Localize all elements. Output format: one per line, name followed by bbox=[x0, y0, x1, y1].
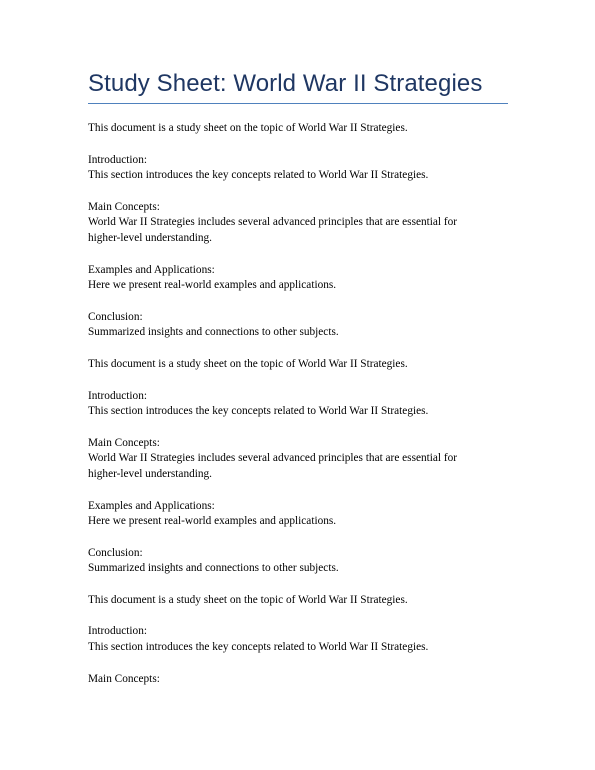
paragraph bbox=[88, 546, 508, 577]
paragraph bbox=[88, 499, 508, 530]
text-line: Summarized insights and connections to other subjects. bbox=[88, 326, 339, 339]
text-line: This section introduces the key concepts related to World War II Strategies. bbox=[88, 641, 429, 654]
paragraph bbox=[88, 593, 508, 609]
paragraph bbox=[88, 121, 508, 137]
text-line: Main Concepts: bbox=[88, 200, 160, 213]
text-line: Summarized insights and connections to other subjects. bbox=[88, 562, 339, 575]
text-line: Conclusion: bbox=[88, 310, 143, 323]
text-line: World War II Strategies includes several advanced principles that are essential for bbox=[88, 216, 458, 229]
paragraph bbox=[88, 153, 508, 184]
document-body bbox=[88, 121, 508, 703]
text-line: This document is a study sheet on the topic of World War II Strategies. bbox=[88, 122, 408, 134]
title-underline bbox=[88, 103, 508, 104]
document-title: Study Sheet: World War II Strategies bbox=[88, 70, 483, 97]
text-line: higher-level understanding. bbox=[88, 231, 213, 244]
text-line: Examples and Applications: bbox=[88, 263, 215, 276]
text-line: Introduction: bbox=[88, 625, 147, 638]
text-line: Main Concepts: bbox=[88, 436, 160, 449]
text-line: This section introduces the key concepts related to World War II Strategies. bbox=[88, 169, 429, 182]
text-line: Conclusion: bbox=[88, 546, 143, 559]
text-line: Introduction: bbox=[88, 389, 147, 402]
text-line: higher-level understanding. bbox=[88, 467, 213, 480]
paragraph bbox=[88, 200, 508, 247]
text-line: This section introduces the key concepts related to World War II Strategies. bbox=[88, 405, 429, 418]
paragraph bbox=[88, 357, 508, 373]
paragraph bbox=[88, 263, 508, 294]
paragraph bbox=[88, 624, 508, 655]
paragraph bbox=[88, 310, 508, 341]
paragraph bbox=[88, 672, 508, 688]
text-line: This document is a study sheet on the topic of World War II Strategies. bbox=[88, 357, 408, 370]
text-line: Examples and Applications: bbox=[88, 499, 215, 512]
text-line: Introduction: bbox=[88, 153, 147, 166]
text-line: This document is a study sheet on the topic of World War II Strategies. bbox=[88, 593, 408, 606]
text-line: Here we present real-world examples and applications. bbox=[88, 279, 337, 292]
paragraph bbox=[88, 389, 508, 420]
paragraph bbox=[88, 436, 508, 483]
text-line: Here we present real-world examples and applications. bbox=[88, 515, 337, 528]
text-line: Main Concepts: bbox=[88, 672, 160, 685]
text-line: World War II Strategies includes several advanced principles that are essential for bbox=[88, 452, 458, 465]
